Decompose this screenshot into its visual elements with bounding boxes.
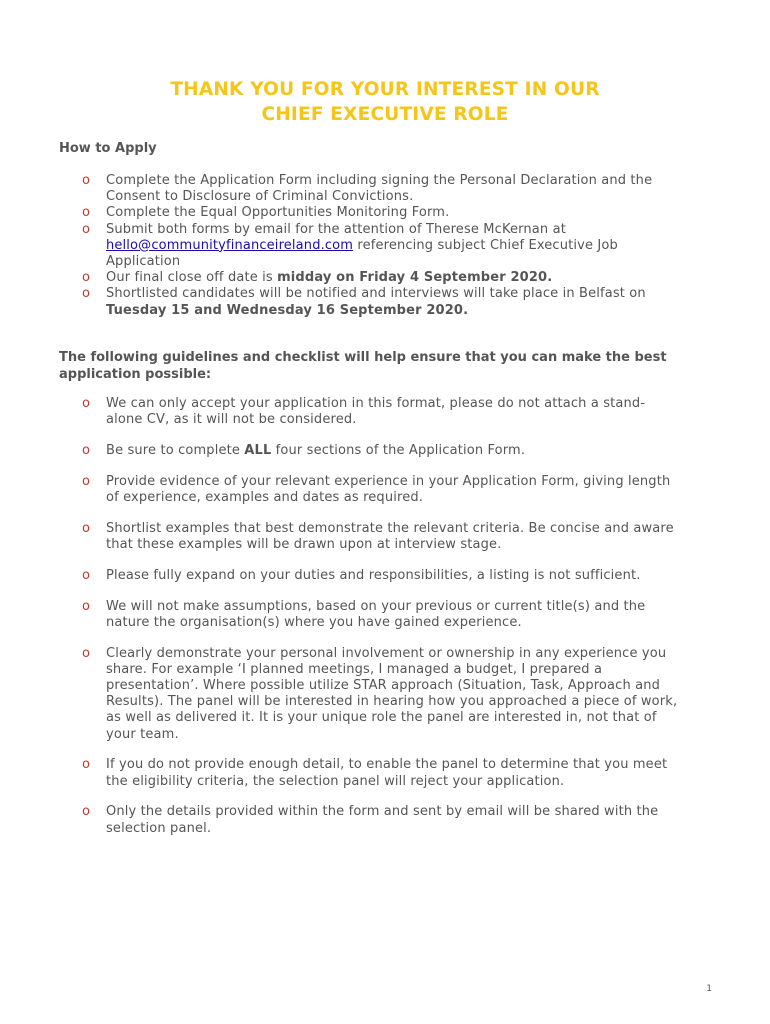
bullet-icon: o [82, 205, 91, 221]
list-item [80, 205, 680, 221]
bullet-icon: o [82, 598, 91, 614]
page-title [0, 77, 770, 127]
item-text-pre: Our final close off date is [106, 270, 278, 286]
bullet-icon: o [82, 270, 91, 286]
item-text: Complete the Equal Opportunities Monitoring Form. [106, 205, 450, 221]
bullet-icon: o [82, 645, 91, 661]
bullet-icon: o [82, 757, 91, 773]
title-line-1: THANK YOU FOR YOUR INTEREST IN OUR [170, 79, 600, 100]
list-item [80, 568, 680, 584]
how-to-apply-heading: How to Apply [59, 141, 157, 156]
bullet-icon: o [82, 286, 91, 302]
how-to-apply-list [80, 173, 680, 319]
list-item [80, 173, 680, 205]
item-text: We can only accept your application in this format, please do not attach a stand-alone CV, as it will not be considered. [106, 396, 646, 428]
item-text-bold: ALL [244, 443, 272, 458]
bullet-icon: o [82, 473, 91, 489]
list-item [80, 443, 680, 459]
interview-dates: Tuesday 15 and Wednesday 16 September 2020. [106, 302, 469, 318]
bullet-icon: o [82, 443, 91, 458]
guidelines-list [80, 396, 680, 851]
item-text-post: four sections of the Application Form. [271, 443, 526, 458]
closing-date: midday on Friday 4 September 2020. [277, 270, 553, 286]
list-item [80, 646, 680, 743]
guidelines-heading: The following guidelines and checklist will help ensure that you can make the best application possible: [59, 350, 667, 382]
list-item [80, 599, 680, 631]
list-item [80, 286, 680, 318]
item-text-pre: Submit both forms by email for the attention of Therese McKernan at [106, 221, 566, 237]
bullet-icon: o [82, 520, 91, 536]
item-text: Complete the Application Form including signing the Personal Declaration and the Consent to Disclosure of Criminal Convictions. [106, 173, 653, 205]
title-line-2: CHIEF EXECUTIVE ROLE [261, 104, 509, 125]
item-text: We will not make assumptions, based on your previous or current title(s) and the nature the organisation(s) where you have gained experience. [106, 598, 646, 630]
item-text: Please fully expand on your duties and responsibilities, a listing is not sufficient. [106, 567, 641, 583]
bullet-icon: o [82, 221, 91, 237]
bullet-icon: o [82, 173, 91, 188]
item-text: Clearly demonstrate your personal involvement or ownership in any experience you share. For example ‘I planned meetings, I managed a budget, I prepared a presentation’. Where possible utilize STAR approach (Situation, Task, Approach and Results). The panel will be interested in hearing how you approached a piece of work, as well as delivered it. It is your unique role the panel are interested in, not that of your team. [106, 645, 678, 742]
bullet-icon: o [82, 567, 91, 583]
list-item [80, 222, 680, 271]
item-text: Shortlist examples that best demonstrate the relevant criteria. Be concise and aware that these examples will be drawn upon at interview stage. [106, 520, 674, 552]
list-item [80, 521, 680, 553]
item-text: Only the details provided within the form and sent by email will be shared with the selection panel. [106, 804, 659, 836]
list-item [80, 757, 680, 789]
bullet-icon: o [82, 804, 91, 820]
item-text-pre: Shortlisted candidates will be notified and interviews will take place in Belfast on [106, 286, 646, 302]
list-item [80, 396, 680, 428]
item-text: If you do not provide enough detail, to enable the panel to determine that you meet the eligibility criteria, the selection panel will reject your application. [106, 757, 668, 789]
item-text-pre: Be sure to complete [106, 443, 245, 458]
item-text: Provide evidence of your relevant experience in your Application Form, giving length of experience, examples and dates as required. [106, 473, 671, 505]
list-item [80, 804, 680, 836]
item-text-post: referencing subject Chief Executive Job Application [106, 237, 618, 270]
list-item [80, 270, 680, 286]
email-link[interactable]: hello@communityfinanceireland.com [106, 237, 354, 253]
bullet-icon: o [82, 396, 91, 411]
list-item [80, 474, 680, 506]
page-number: 1 [706, 984, 712, 994]
